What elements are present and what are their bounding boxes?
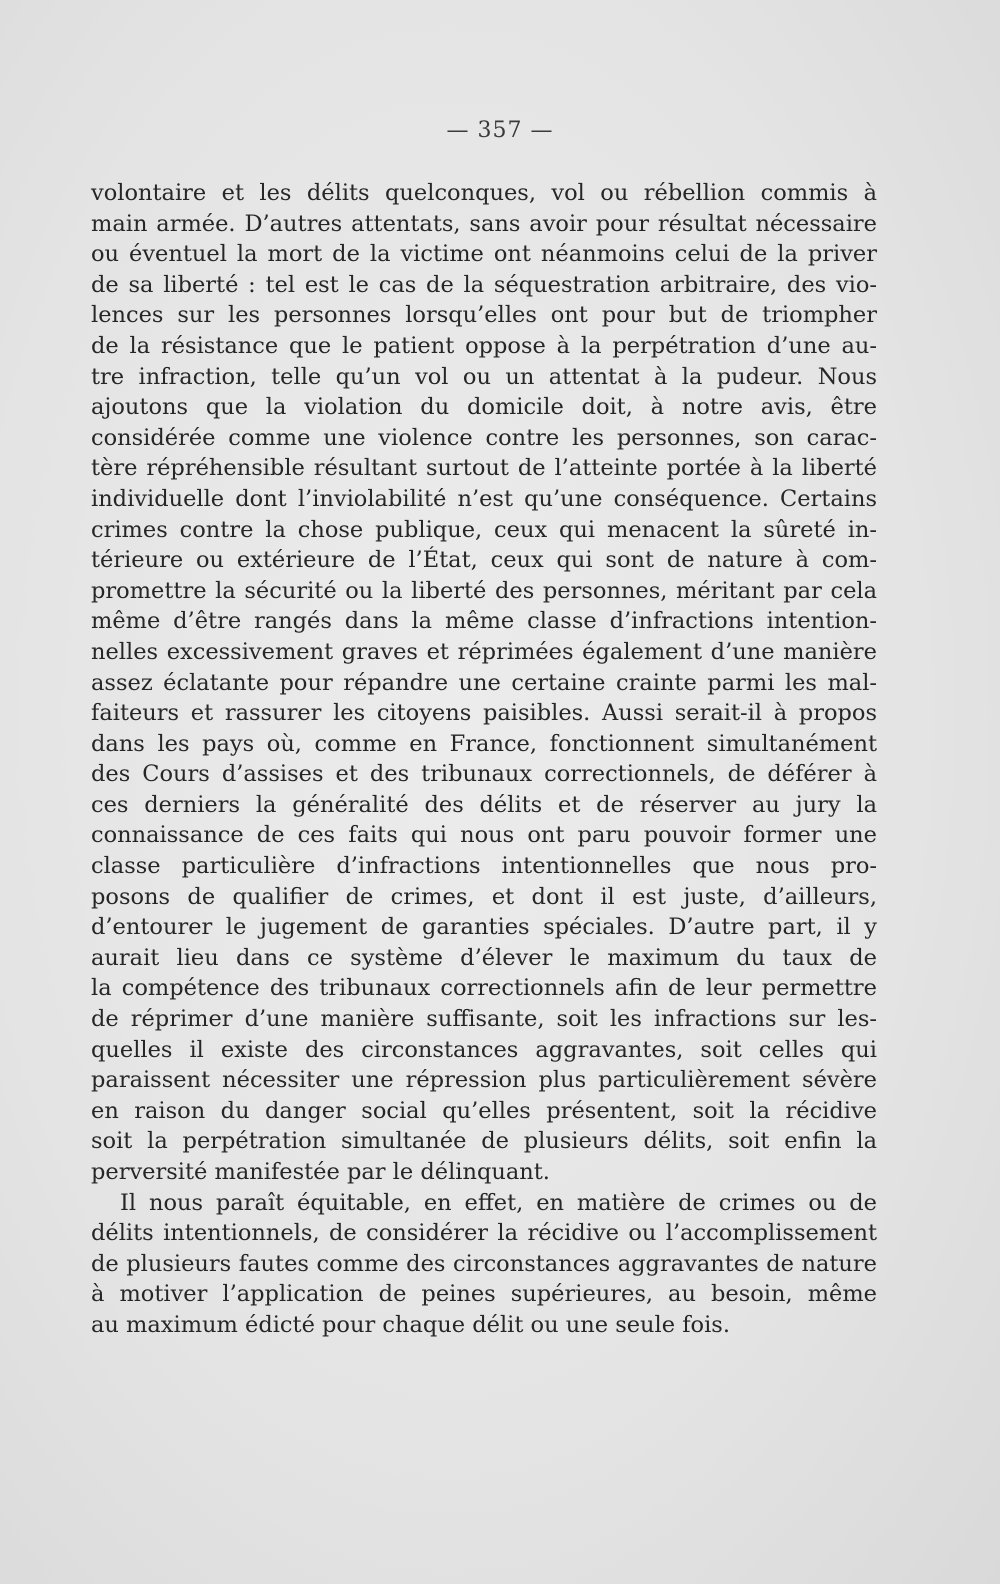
text-line: nelles excessivement graves et réprimées également d’une manière xyxy=(91,638,877,665)
text-line: de réprimer d’une manière suffisante, soit les infractions sur les- xyxy=(91,1006,877,1033)
text-line: de plusieurs fautes comme des circonstances aggravantes de nature xyxy=(91,1250,877,1277)
text-line: crimes contre la chose publique, ceux qui menacent la sûreté in- xyxy=(91,516,877,543)
text-line: lences sur les personnes lorsqu’elles ont pour but de triompher xyxy=(91,302,877,329)
paragraph-2 xyxy=(91,1188,877,1341)
text-line: de sa liberté : tel est le cas de la séquestration arbitraire, des vio- xyxy=(91,271,877,298)
page-number: — 357 — xyxy=(446,118,554,143)
text-line: tre infraction, telle qu’un vol ou un attentat à la pudeur. Nous xyxy=(91,363,877,390)
text-line: délits intentionnels, de considérer la récidive ou l’accomplissement xyxy=(91,1220,877,1247)
text-line: considérée comme une violence contre les personnes, son carac- xyxy=(91,424,877,451)
text-line: ces derniers la généralité des délits et de réserver au jury la xyxy=(91,791,877,818)
text-line: classe particulière d’infractions intentionnelles que nous pro- xyxy=(91,853,877,880)
text-line: aurait lieu dans ce système d’élever le maximum du taux de xyxy=(91,944,877,971)
text-line: volontaire et les délits quelconques, vol ou rébellion commis à xyxy=(91,180,877,206)
text-line: main armée. D’autres attentats, sans avoir pour résultat nécessaire xyxy=(91,210,877,237)
text-line: paraissent nécessiter une répression plus particulièrement sévère xyxy=(91,1067,877,1094)
text-line: ajoutons que la violation du domicile doit, à notre avis, être xyxy=(91,394,877,421)
text-line: posons de qualifier de crimes, et dont il est juste, d’ailleurs, xyxy=(91,883,877,910)
text-line: de la résistance que le patient oppose à la perpétration d’une au- xyxy=(91,332,877,359)
text-line: au maximum édicté pour chaque délit ou une seule fois. xyxy=(91,1311,730,1338)
text-line: quelles il existe des circonstances aggravantes, soit celles qui xyxy=(91,1036,877,1063)
paragraph-1 xyxy=(91,178,877,1188)
text-line: à motiver l’application de peines supérieures, au besoin, même xyxy=(91,1281,877,1308)
text-line: d’entourer le jugement de garanties spéciales. D’autre part, il y xyxy=(91,914,877,941)
text-line: individuelle dont l’inviolabilité n’est qu’une conséquence. Certains xyxy=(91,485,877,512)
text-line: la compétence des tribunaux correctionnels afin de leur permettre xyxy=(91,975,877,1002)
text-line: assez éclatante pour répandre une certaine crainte parmi les mal- xyxy=(91,669,877,696)
text-line: faiteurs et rassurer les citoyens paisibles. Aussi serait-il à propos xyxy=(91,700,877,727)
text-line: même d’être rangés dans la même classe d’infractions intention- xyxy=(91,608,877,635)
text-line: ou éventuel la mort de la victime ont néanmoins celui de la priver xyxy=(91,241,877,268)
text-line: promettre la sécurité ou la liberté des personnes, méritant par cela xyxy=(91,577,877,604)
text-line: en raison du danger social qu’elles présentent, soit la récidive xyxy=(91,1097,877,1124)
text-line: des Cours d’assises et des tribunaux correctionnels, de déférer à xyxy=(91,761,877,788)
text-line: soit la perpétration simultanée de plusieurs délits, soit enfin la xyxy=(91,1128,877,1155)
text-line: tère répréhensible résultant surtout de l’atteinte portée à la liberté xyxy=(91,455,877,482)
text-line: perversité manifestée par le délinquant. xyxy=(91,1159,550,1185)
text-line: dans les pays où, comme en France, fonctionnent simultanément xyxy=(91,730,877,757)
text-line: connaissance de ces faits qui nous ont paru pouvoir former une xyxy=(91,822,877,849)
text-line: térieure ou extérieure de l’État, ceux qui sont de nature à com- xyxy=(91,547,877,574)
page-body xyxy=(91,178,877,1341)
text-line: Il nous paraît équitable, en effet, en matière de crimes ou de xyxy=(120,1189,877,1216)
